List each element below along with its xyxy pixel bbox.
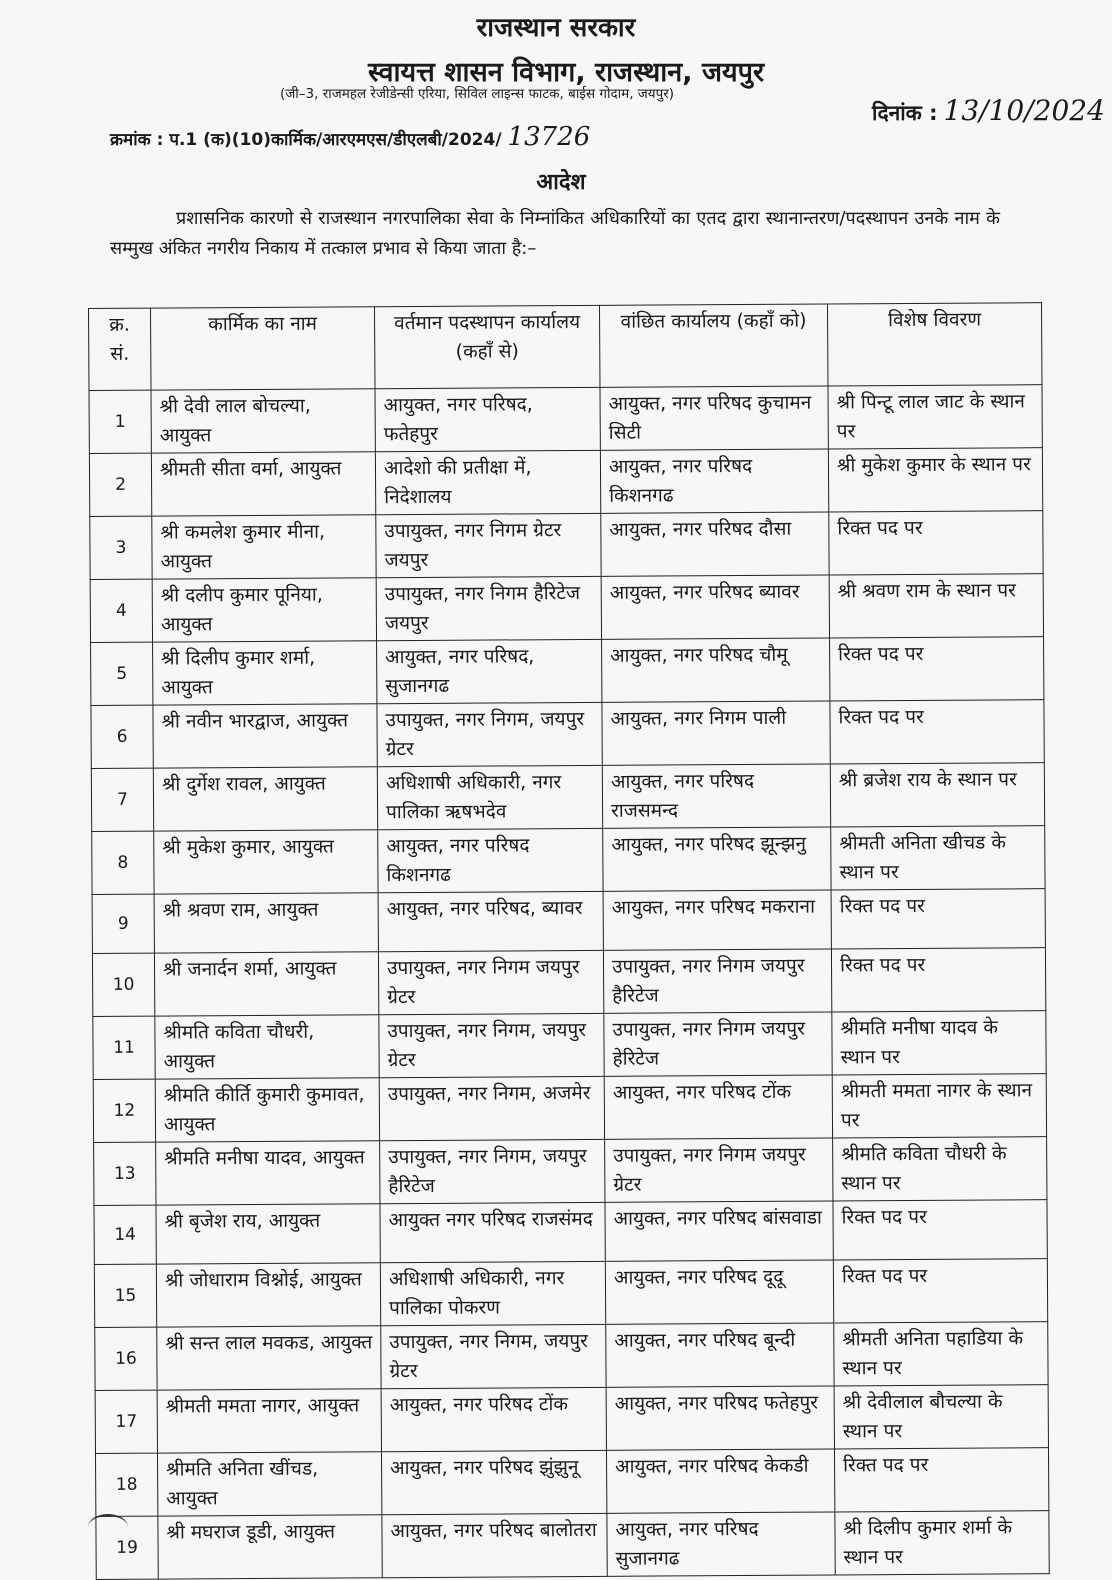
current-office-cell: आयुक्त, नगर परिषद झुंझुनू bbox=[381, 1450, 606, 1514]
employee-name-cell: श्रीमति कीर्ति कुमारी कुमावत, आयुक्त bbox=[155, 1078, 379, 1142]
table-row bbox=[94, 1259, 1047, 1328]
table-row bbox=[90, 511, 1043, 580]
current-office-cell: उपायुक्त, नगर निगम, जयपुर ग्रेटर bbox=[379, 1013, 604, 1077]
date-label: दिनांक : bbox=[872, 101, 938, 125]
order-title: आदेश bbox=[536, 170, 586, 195]
current-office-cell: उपायुक्त, नगर निगम ग्रेटर जयपुर bbox=[376, 513, 601, 577]
employee-name-cell: श्रीमती सीता वर्मा, आयुक्त bbox=[151, 452, 375, 516]
desired-office-cell: आयुक्त, नगर परिषद बांसवाडा bbox=[605, 1201, 833, 1261]
current-office-cell: आयुक्त, नगर परिषद बालोतरा bbox=[382, 1513, 607, 1577]
serial-cell: 3 bbox=[90, 516, 152, 579]
serial-cell: 6 bbox=[91, 705, 153, 768]
current-office-cell: उपायुक्त, नगर निगम हैरिटेज जयपुर bbox=[376, 576, 601, 640]
employee-name-cell: श्री दिलीप कुमार शर्मा, आयुक्त bbox=[153, 641, 377, 705]
table-row bbox=[90, 574, 1043, 643]
serial-cell: 17 bbox=[95, 1390, 157, 1453]
current-office-cell: उपायुक्त, नगर निगम, जयपुर ग्रेटर bbox=[377, 702, 602, 766]
remarks-cell: श्रीमती ममता नागर के स्थान पर bbox=[832, 1074, 1046, 1138]
serial-cell: 8 bbox=[92, 831, 154, 894]
desired-office-cell: आयुक्त, नगर परिषद किशनगढ bbox=[600, 449, 828, 513]
serial-cell: 10 bbox=[92, 953, 154, 1016]
employee-name-cell: श्रीमति अनिता खींचड, आयुक्त bbox=[157, 1452, 381, 1516]
employee-name-cell: श्री जोधाराम विश्नोई, आयुक्त bbox=[156, 1263, 380, 1327]
table-row bbox=[96, 1511, 1049, 1580]
serial-cell: 5 bbox=[91, 642, 153, 705]
remarks-cell: रिक्त पद पर bbox=[833, 1200, 1047, 1260]
table-row bbox=[95, 1385, 1048, 1454]
employee-name-cell: श्री जनार्दन शर्मा, आयुक्त bbox=[154, 952, 378, 1016]
table-row bbox=[93, 1011, 1046, 1080]
desired-office-cell: आयुक्त, नगर परिषद झून्झनु bbox=[603, 827, 831, 891]
desired-office-cell: आयुक्त, नगर परिषद राजसमन्द bbox=[602, 764, 830, 828]
table-row bbox=[95, 1322, 1048, 1391]
remarks-cell: रिक्त पद पर bbox=[834, 1448, 1048, 1512]
employee-name-cell: श्री नवीन भारद्वाज, आयुक्त bbox=[153, 704, 377, 768]
current-office-cell: उपायुक्त, नगर निगम, जयपुर ग्रेटर bbox=[381, 1324, 606, 1388]
remarks-cell: श्री ब्रजेश राय के स्थान पर bbox=[830, 763, 1044, 827]
table-row bbox=[94, 1200, 1047, 1265]
department-address: (जी–3, राजमहल रेजीडेन्सी एरिया, सिविल लाइन्स फाटक, बाईस गोदाम, जयपुर) bbox=[280, 86, 675, 102]
serial-cell: 11 bbox=[93, 1016, 155, 1079]
current-office-cell: आयुक्त, नगर परिषद टोंक bbox=[381, 1387, 606, 1451]
serial-cell: 4 bbox=[90, 579, 152, 642]
header-serial: क्र. सं. bbox=[89, 308, 151, 390]
department-heading: स्वायत्त शासन विभाग, राजस्थान, जयपुर bbox=[367, 57, 765, 88]
table-row bbox=[93, 1074, 1046, 1143]
remarks-cell: श्रीमती अनिता पहाडिया के स्थान पर bbox=[834, 1322, 1048, 1386]
current-office-cell: अधिशाषी अधिकारी, नगर पालिका ऋषभदेव bbox=[377, 765, 602, 829]
serial-cell: 18 bbox=[95, 1453, 157, 1516]
employee-name-cell: श्री मुकेश कुमार, आयुक्त bbox=[154, 830, 378, 894]
employee-name-cell: श्रीमती ममता नागर, आयुक्त bbox=[157, 1389, 381, 1453]
employee-name-cell: श्री देवी लाल बोचल्या, आयुक्त bbox=[151, 389, 375, 453]
remarks-cell: रिक्त पद पर bbox=[829, 511, 1043, 575]
employee-name-cell: श्री सन्त लाल मवकड, आयुक्त bbox=[157, 1326, 381, 1390]
table-row bbox=[91, 637, 1044, 706]
serial-cell: 16 bbox=[95, 1327, 157, 1390]
remarks-cell: श्रीमती अनिता खीचड के स्थान पर bbox=[831, 826, 1045, 890]
desired-office-cell: आयुक्त, नगर निगम पाली bbox=[602, 701, 830, 765]
table-row bbox=[91, 700, 1044, 769]
current-office-cell: उपायुक्त, नगर निगम, जयपुर हैरिटेज bbox=[380, 1139, 605, 1203]
desired-office-cell: आयुक्त, नगर परिषद सुजानगढ bbox=[607, 1512, 835, 1576]
signature-mark-fragment bbox=[88, 1514, 128, 1540]
serial-cell: 19 bbox=[96, 1516, 158, 1579]
header-employee-name: कार्मिक का नाम bbox=[151, 307, 375, 390]
remarks-cell: रिक्त पद पर bbox=[830, 700, 1044, 764]
employee-name-cell: श्री बृजेश राय, आयुक्त bbox=[156, 1204, 380, 1264]
desired-office-cell: उपायुक्त, नगर निगम जयपुर हैरिटेज bbox=[603, 949, 831, 1013]
employee-name-cell: श्री दलीप कुमार पूनिया, आयुक्त bbox=[152, 578, 376, 642]
table-row bbox=[91, 763, 1044, 832]
current-office-cell: आयुक्त, नगर परिषद, फतेहपुर bbox=[375, 387, 600, 451]
desired-office-cell: आयुक्त, नगर परिषद टोंक bbox=[604, 1075, 832, 1139]
serial-cell: 14 bbox=[94, 1205, 156, 1264]
current-office-cell: आयुक्त, नगर परिषद, ब्यावर bbox=[378, 891, 603, 951]
table-row bbox=[95, 1448, 1048, 1517]
current-office-cell: आयुक्त, नगर परिषद किशनगढ bbox=[378, 828, 603, 892]
current-office-cell: आयुक्त नगर परिषद राजसंमद bbox=[380, 1202, 605, 1262]
employee-name-cell: श्रीमति कविता चौधरी, आयुक्त bbox=[155, 1015, 379, 1079]
employee-name-cell: श्रीमति मनीषा यादव, आयुक्त bbox=[156, 1141, 380, 1205]
table-row bbox=[89, 385, 1042, 454]
remarks-cell: श्रीमति मनीषा यादव के स्थान पर bbox=[832, 1011, 1046, 1075]
employee-name-cell: श्री श्रवण राम, आयुक्त bbox=[154, 893, 378, 953]
current-office-cell: अधिशाषी अधिकारी, नगर पालिका पोकरण bbox=[380, 1261, 605, 1325]
table-row bbox=[94, 1137, 1047, 1206]
desired-office-cell: आयुक्त, नगर परिषद केकडी bbox=[606, 1449, 834, 1513]
desired-office-cell: आयुक्त, नगर परिषद बून्दी bbox=[606, 1323, 834, 1387]
serial-cell: 2 bbox=[89, 453, 151, 516]
order-intro-paragraph: प्रशासनिक कारणो से राजस्थान नगरपालिका सेवा के निम्नांकित अधिकारियों का एतद द्वारा स्थानान्तरण/पदस्थापन उनके नाम के सम्मुख अंकित नगरीय निकाय में तत्काल प्रभाव से किया जाता है:– bbox=[110, 208, 1000, 259]
date-handwritten-value: 13/10/2024 bbox=[943, 94, 1105, 127]
remarks-cell: श्रीमति कविता चौधरी के स्थान पर bbox=[833, 1137, 1047, 1201]
remarks-cell: रिक्त पद पर bbox=[830, 637, 1044, 701]
remarks-cell: श्री देवीलाल बौचल्या के स्थान पर bbox=[834, 1385, 1048, 1449]
header-desired-office: वांछित कार्यालय (कहाँ को) bbox=[599, 304, 827, 387]
remarks-cell: श्री मुकेश कुमार के स्थान पर bbox=[828, 448, 1042, 512]
reference-handwritten-number: 13726 bbox=[507, 122, 591, 152]
order-date bbox=[872, 94, 1105, 127]
serial-cell: 13 bbox=[94, 1142, 156, 1205]
remarks-cell: रिक्त पद पर bbox=[833, 1259, 1047, 1323]
desired-office-cell: उपायुक्त, नगर निगम जयपुर हेरिटेज bbox=[604, 1012, 832, 1076]
desired-office-cell: आयुक्त, नगर परिषद मकराना bbox=[603, 890, 831, 950]
table-row bbox=[89, 448, 1042, 517]
table-row bbox=[92, 889, 1045, 954]
reference-label: क्रमांक : प.1 (क)(10)कार्मिक/आरएमएस/डीएलबी/2024/ bbox=[110, 130, 502, 150]
current-office-cell: आयुक्त, नगर परिषद, सुजानगढ bbox=[377, 639, 602, 703]
serial-cell: 7 bbox=[91, 768, 153, 831]
table-row bbox=[92, 948, 1045, 1017]
transfer-table bbox=[88, 302, 1050, 1580]
serial-cell: 12 bbox=[93, 1079, 155, 1142]
remarks-cell: श्री पिन्टू लाल जाट के स्थान पर bbox=[828, 385, 1042, 449]
employee-name-cell: श्री दुर्गेश रावल, आयुक्त bbox=[153, 767, 377, 831]
table-row bbox=[92, 826, 1045, 895]
reference-number bbox=[110, 122, 590, 152]
remarks-cell: रिक्त पद पर bbox=[831, 948, 1045, 1012]
desired-office-cell: आयुक्त, नगर परिषद ब्यावर bbox=[601, 575, 829, 639]
remarks-cell: श्री श्रवण राम के स्थान पर bbox=[829, 574, 1043, 638]
desired-office-cell: आयुक्त, नगर परिषद चौमू bbox=[602, 638, 830, 702]
serial-cell: 15 bbox=[94, 1264, 156, 1327]
remarks-cell: रिक्त पद पर bbox=[831, 889, 1045, 949]
current-office-cell: उपायुक्त, नगर निगम जयपुर ग्रेटर bbox=[378, 950, 603, 1014]
desired-office-cell: उपायुक्त, नगर निगम जयपुर ग्रेटर bbox=[605, 1138, 833, 1202]
desired-office-cell: आयुक्त, नगर परिषद दूदू bbox=[605, 1260, 833, 1324]
government-heading: राजस्थान सरकार bbox=[476, 13, 636, 43]
desired-office-cell: आयुक्त, नगर परिषद फतेहपुर bbox=[606, 1386, 834, 1450]
desired-office-cell: आयुक्त, नगर परिषद कुचामन सिटी bbox=[600, 386, 828, 450]
desired-office-cell: आयुक्त, नगर परिषद दौसा bbox=[601, 512, 829, 576]
serial-cell: 1 bbox=[89, 390, 151, 453]
employee-name-cell: श्री मघराज डूडी, आयुक्त bbox=[158, 1515, 382, 1579]
header-remarks: विशेष विवरण bbox=[827, 303, 1041, 386]
table-header-row bbox=[89, 303, 1042, 391]
current-office-cell: उपायुक्त, नगर निगम, अजमेर bbox=[379, 1076, 604, 1140]
employee-name-cell: श्री कमलेश कुमार मीना, आयुक्त bbox=[152, 515, 376, 579]
header-current-office: वर्तमान पदस्थापन कार्यालय (कहाँ से) bbox=[374, 305, 599, 388]
remarks-cell: श्री दिलीप कुमार शर्मा के स्थान पर bbox=[835, 1511, 1049, 1575]
serial-cell: 9 bbox=[92, 894, 154, 953]
current-office-cell: आदेशो की प्रतीक्षा में, निदेशालय bbox=[375, 450, 600, 514]
